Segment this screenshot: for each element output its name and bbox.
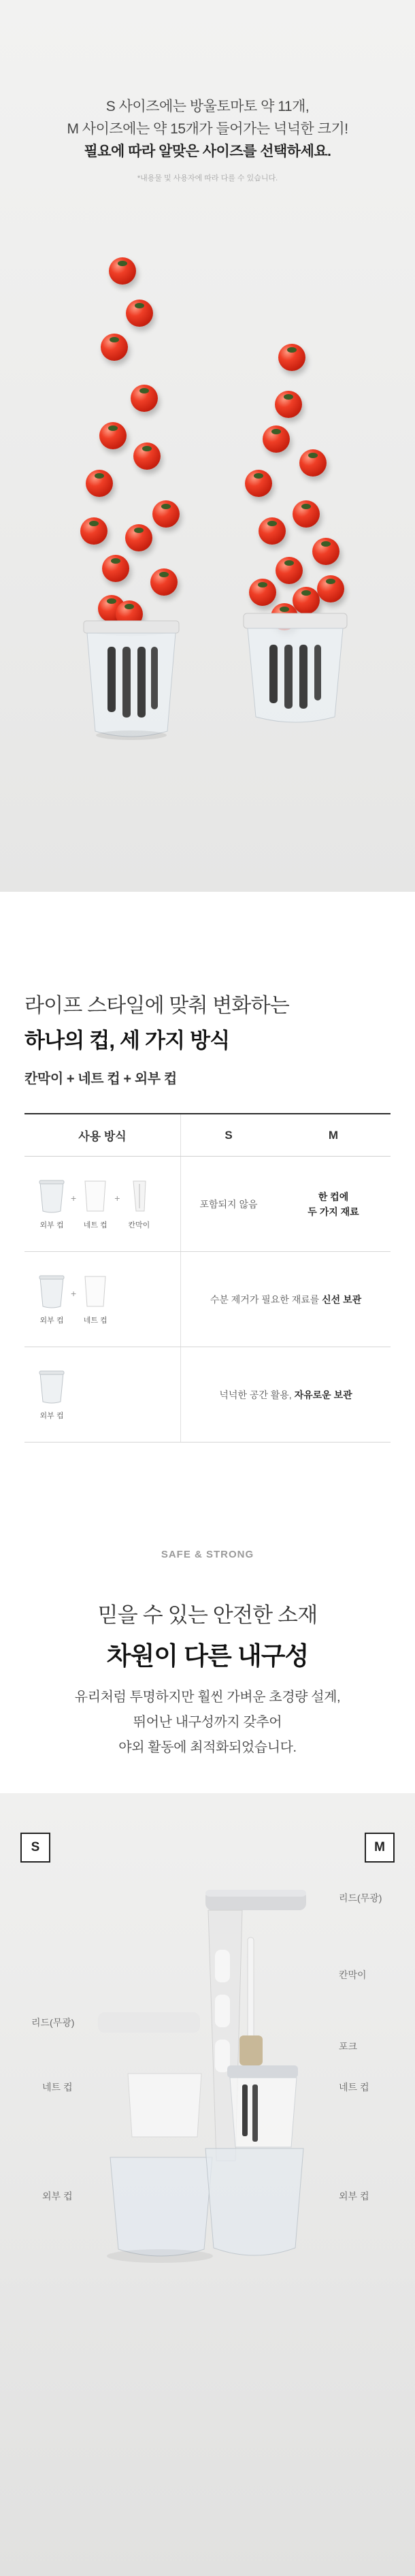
intro-note: *내용물 및 사용자에 따라 다를 수 있습니다. [137,174,278,182]
parts-breakdown-section [0,1793,415,2576]
usage-modes-section [0,892,415,1504]
section-eyebrow: SAFE & STRONG [161,1549,254,1560]
label-fork: 포크 [339,2041,358,2052]
item-label: 외부 컵 [39,1221,64,1229]
label-lid-m: 리드(무광) [339,1893,382,1903]
tomato [102,555,129,582]
size-tag-m: M [365,1833,395,1863]
tomato [293,500,320,528]
net-cup-item [82,1274,109,1325]
safe-body-line: 유리처럼 투명하지만 훨씬 가벼운 초경량 설계, [74,1690,341,1705]
outer-cup-icon [38,1369,65,1404]
tomato [152,500,180,528]
desc-bold: 신선 보관 [322,1293,362,1305]
table-row [24,1347,391,1443]
tomato [317,575,344,602]
size-tag-s: S [20,1833,50,1863]
item-label: 네트 컵 [83,1316,107,1325]
tomato [259,517,286,545]
tomato [86,470,113,497]
item-label: 칸막이 [128,1221,150,1229]
safe-strong-section [0,1504,415,1793]
item-label: 네트 컵 [83,1221,107,1229]
item-label: 외부 컵 [39,1411,64,1420]
tomato [312,538,339,565]
item-label: 외부 컵 [39,1316,64,1325]
label-outer-cup-s: 외부 컵 [42,2191,73,2202]
header-mode: 사용 방식 [24,1114,181,1156]
tomato [125,524,152,551]
label-divider: 칸막이 [339,1969,367,1980]
usage-combo: 칸막이 + 네트 컵 + 외부 컵 [24,1072,177,1086]
tomato [150,568,178,596]
table-row [24,1157,391,1252]
plus-sign: + [71,1287,77,1299]
tomato [101,334,128,361]
row-description [181,1252,391,1347]
safe-body [0,1685,415,1760]
s-size-cup [80,614,182,743]
outer-cup-item [38,1178,65,1230]
row-cups [24,1347,181,1442]
row-description [181,1347,391,1442]
usage-table [24,1113,391,1443]
intro-line-select: 필요에 따라 알맞은 사이즈를 선택하세요. [84,144,331,159]
row-cups [24,1252,181,1347]
safe-body-line: 뛰어난 내구성까지 갖추어 [133,1715,282,1730]
net-cup-icon [82,1274,109,1309]
label-outer-cup-m: 외부 컵 [339,2191,369,2202]
safe-title: 차원이 다른 내구성 [106,1642,309,1670]
intro-line-s: S 사이즈에는 방울토마토 약 11개, [105,99,310,114]
label-net-cup-s: 네트 컵 [42,2082,73,2093]
tomato [263,425,290,453]
tomato [131,385,158,412]
usage-subtitle: 라이프 스타일에 맞춰 변화하는 [24,995,289,1017]
tomato-capacity-section [0,0,415,892]
tomato [80,517,107,545]
usage-title: 하나의 컵, 세 가지 방식 [24,1029,230,1052]
m-line2: 두 가지 재료 [308,1206,359,1217]
m-line1: 한 컵에 [318,1191,349,1202]
divider-item [125,1178,152,1230]
desc-bold: 자유로운 보관 [294,1389,352,1400]
header-s: S [225,1128,233,1142]
tomato [249,579,276,606]
row-cups [24,1157,181,1251]
outer-cup-icon [38,1178,65,1214]
tomato [99,422,127,449]
label-net-cup-m: 네트 컵 [339,2082,369,2093]
plus-sign: + [114,1192,120,1204]
desc-plain: 수분 제거가 필요한 재료를 [210,1293,322,1305]
plus-sign: + [71,1192,77,1204]
safe-subtitle: 믿을 수 있는 안전한 소재 [97,1603,318,1627]
net-cup-icon [82,1178,109,1214]
header-m: M [328,1128,339,1142]
desc-plain: 넉넉한 공간 활용, [219,1389,295,1400]
tomato [245,470,272,497]
tomato [109,257,136,285]
intro-line-m: M 사이즈에는 약 15개가 들어가는 넉넉한 크기! [67,121,348,137]
tomato [278,344,305,371]
capacity-intro [0,95,415,183]
tomato [133,442,161,470]
safe-body-line: 야외 활동에 최적화되었습니다. [118,1740,297,1755]
tomato [276,557,303,584]
label-lid-s: 리드(무광) [31,2017,75,2028]
tomato [275,391,302,418]
outer-cup-icon [38,1274,65,1309]
net-cup-item [82,1178,109,1230]
divider-icon [125,1178,152,1214]
table-row [24,1252,391,1347]
exploded-parts-illustration [0,1793,415,2576]
outer-cup-item [38,1369,65,1421]
outer-cup-item [38,1274,65,1325]
tomato [299,449,327,477]
tomato [126,300,153,327]
s-support-text: 포함되지 않음 [199,1198,258,1210]
table-header [24,1114,391,1157]
m-size-cup [241,608,350,730]
m-support-text [276,1157,391,1251]
